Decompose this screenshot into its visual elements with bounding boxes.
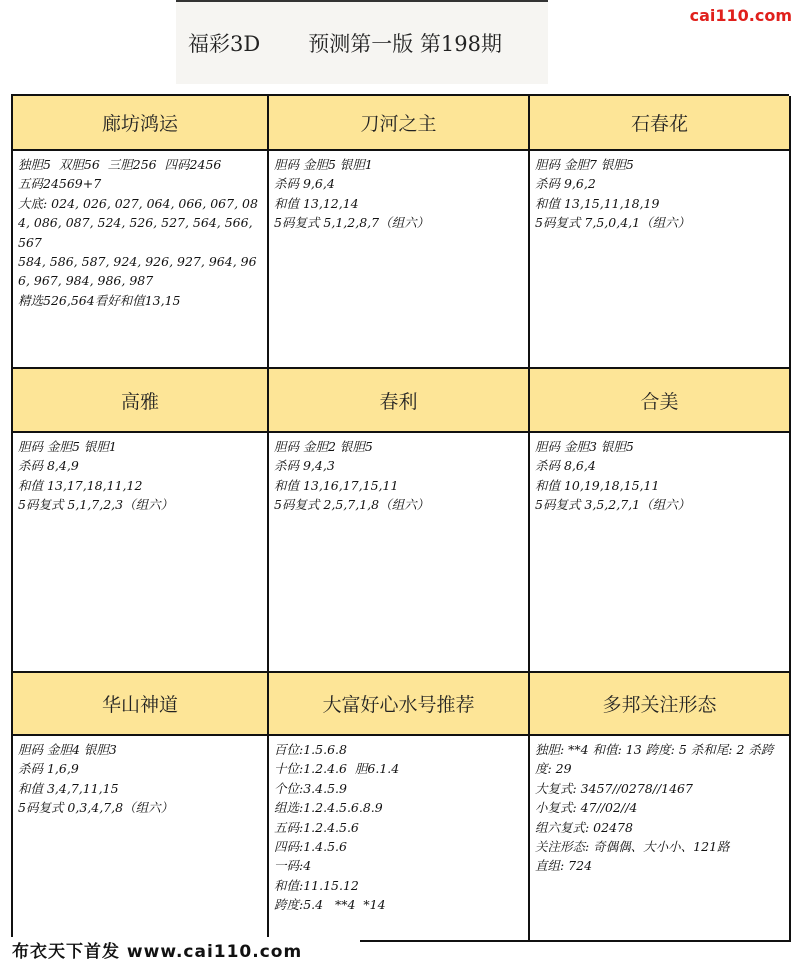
panel-content: 胆码 金胆4 银胆3 杀码 1,6,9 和值 3,4,7,11,15 5码复式 0,3,4,7,8（组六）: [13, 736, 269, 942]
panel-content: 独胆: **4 和值: 13 跨度: 5 杀和尾: 2 杀跨度: 29 大复式: 3457//0278//1467 小复式: 47//02//4 组六复式: 02478 关注形态: 奇偶偶、大小小、121路 直组: 724: [530, 736, 791, 942]
issue-title: 预测第一版 第198期: [308, 32, 502, 56]
panel-content: 胆码 金胆5 银胆1 杀码 8,4,9 和值 13,17,18,11,12 5码复式 5,1,7,2,3（组六）: [13, 433, 269, 673]
site-watermark: cai110.com: [689, 6, 792, 25]
panel-content: 胆码 金胆5 银胆1 杀码 9,6,4 和值 13,12,14 5码复式 5,1,2,8,7（组六）: [269, 151, 530, 369]
panel-header: 刀河之主: [269, 96, 530, 151]
panel-header: 大富好心水号推荐: [269, 673, 530, 736]
panel-header: 多邦关注形态: [530, 673, 791, 736]
prediction-grid: [11, 94, 789, 942]
panel-header: 高雅: [13, 369, 269, 433]
panel-content: 胆码 金胆2 银胆5 杀码 9,4,3 和值 13,16,17,15,11 5码复式 2,5,7,1,8（组六）: [269, 433, 530, 673]
panel-content: 百位:1.5.6.8 十位:1.2.4.6 胆6.1.4 个位:3.4.5.9 组选:1.2.4.5.6.8.9 五码:1.2.4.5.6 四码:1.4.5.6 一码:4 和值:11.15.12 跨度:5.4 **4 *14: [269, 736, 530, 942]
panel-content: 独胆5 双胆56 三胆256 四码2456 五码24569+7 大底: 024, 026, 027, 064, 066, 067, 084, 086, 087, 524, 526, 527, 564, 566, 567 584, 586, 587, 924, 926, 927, 964, 966, 967, 984, 986, 987 精选526,564看好和值13,15: [13, 151, 269, 369]
lottery-name: 福彩3D: [188, 32, 261, 56]
page-title: [176, 0, 548, 84]
panel-header: 石春花: [530, 96, 791, 151]
footer-watermark: 布衣天下首发 www.cai110.com: [0, 937, 360, 963]
panel-header: 春利: [269, 369, 530, 433]
panel-header: 华山神道: [13, 673, 269, 736]
panel-header: 合美: [530, 369, 791, 433]
panel-content: 胆码 金胆3 银胆5 杀码 8,6,4 和值 10,19,18,15,11 5码复式 3,5,2,7,1（组六）: [530, 433, 791, 673]
panel-content: 胆码 金胆7 银胆5 杀码 9,6,2 和值 13,15,11,18,19 5码复式 7,5,0,4,1（组六）: [530, 151, 791, 369]
panel-header: 廊坊鸿运: [13, 96, 269, 151]
